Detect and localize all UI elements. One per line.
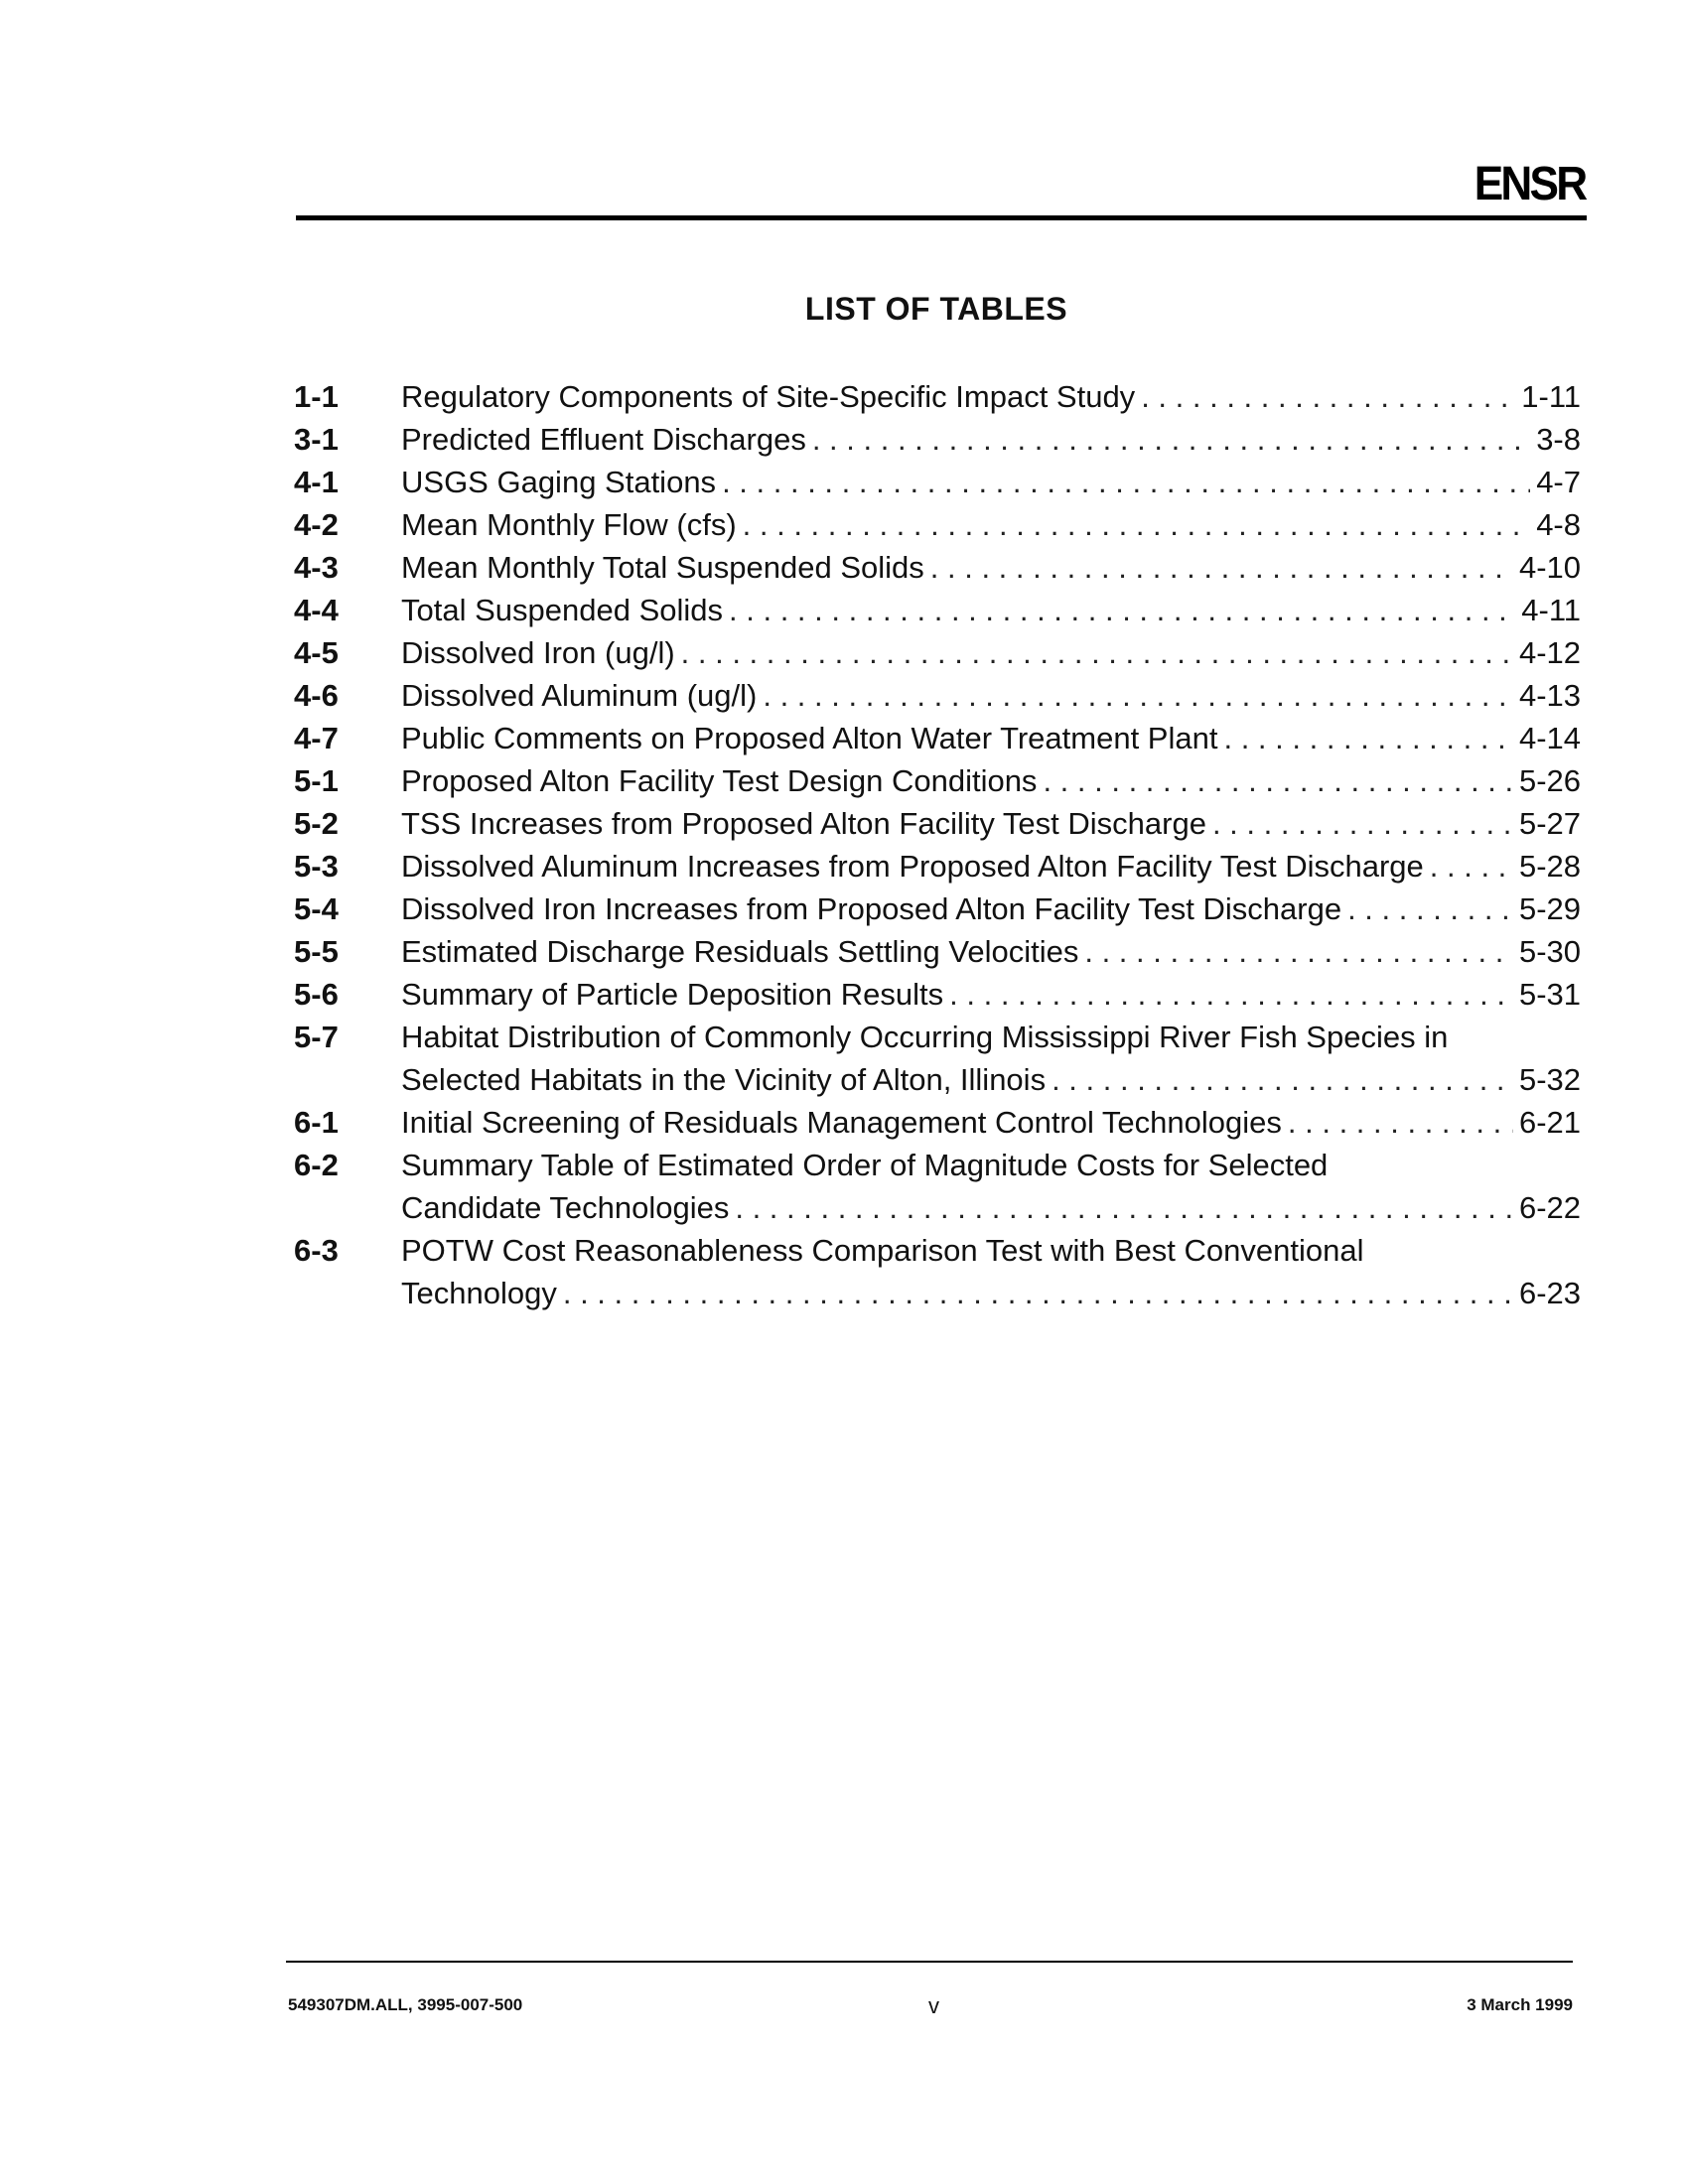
table-title-line [401,1186,1581,1229]
page-reference: 1-11 [1521,379,1581,414]
table-entry-body [401,546,1581,589]
table-title: TSS Increases from Proposed Alton Facility Test Discharge [401,806,1206,841]
table-title: USGS Gaging Stations [401,465,717,499]
table-title: Public Comments on Proposed Alton Water Treatment Plant [401,721,1218,755]
table-title: Summary Table of Estimated Order of Magnitude Costs for Selected [401,1148,1329,1182]
table-title-line [401,930,1581,973]
table-list-entry [294,503,1581,546]
page-reference: 4-7 [1536,465,1581,499]
page-reference: 6-21 [1518,1105,1581,1140]
table-title: Predicted Effluent Discharges [401,422,806,457]
table-entry-body [401,802,1581,845]
table-entry-body [401,589,1581,631]
table-title-line [401,418,1581,461]
table-title: Estimated Discharge Residuals Settling Velocities [401,934,1079,969]
table-title-line [401,1101,1581,1144]
table-title: Summary of Particle Deposition Results [401,977,944,1012]
footer-rule [286,1961,1573,1963]
dot-leader [729,589,1515,631]
table-list-entry [294,717,1581,759]
table-title: Dissolved Iron Increases from Proposed Alton Facility Test Discharge [401,891,1342,926]
page-reference: 3-8 [1536,422,1581,457]
table-title-line [401,631,1581,674]
dot-leader [1212,802,1513,845]
table-number: 4-2 [294,507,339,542]
page-reference: 6-22 [1518,1190,1581,1225]
dot-leader [681,631,1513,674]
table-number: 5-4 [294,891,339,926]
dot-leader [1043,759,1513,802]
table-entry-body [401,845,1581,887]
table-number: 5-3 [294,849,339,884]
table-title: Habitat Distribution of Commonly Occurring Mississippi River Fish Species in [401,1020,1449,1054]
table-number: 4-7 [294,721,339,755]
footer-page-number: v [928,1993,939,2018]
table-entry-body [401,1101,1581,1144]
dot-leader [812,418,1530,461]
table-title: Mean Monthly Flow (cfs) [401,507,737,542]
dot-leader [1052,1058,1513,1101]
table-list-entry [294,930,1581,973]
table-list-entry [294,375,1581,418]
table-number: 6-1 [294,1105,339,1140]
table-title: Dissolved Aluminum (ug/l) [401,678,758,713]
table-title-line [401,1272,1581,1314]
table-entry-body [401,631,1581,674]
table-number: 4-5 [294,635,339,670]
table-title: POTW Cost Reasonableness Comparison Test with Best Conventional [401,1233,1364,1268]
table-entry-body [401,1229,1581,1314]
dot-leader [743,503,1531,546]
table-list-entry [294,759,1581,802]
table-title-line [401,1229,1581,1272]
table-number: 4-4 [294,593,339,627]
table-number: 4-6 [294,678,339,713]
dot-leader [1141,375,1515,418]
table-list-entry [294,802,1581,845]
table-entry-body [401,1016,1581,1101]
dot-leader [1223,717,1512,759]
table-list-entry [294,887,1581,930]
table-list [294,375,1581,1314]
table-title-line [401,802,1581,845]
table-number: 4-3 [294,550,339,585]
table-entry-body [401,930,1581,973]
table-title-line [401,845,1581,887]
table-number: 5-5 [294,934,339,969]
table-number: 6-3 [294,1233,339,1268]
table-list-entry [294,589,1581,631]
table-title-line [401,589,1581,631]
table-entry-body [401,759,1581,802]
dot-leader [930,546,1513,589]
table-entry-body [401,418,1581,461]
table-entry-body [401,375,1581,418]
table-list-entry [294,674,1581,717]
table-title: Initial Screening of Residuals Management Control Technologies [401,1105,1282,1140]
table-title: Dissolved Aluminum Increases from Proposed Alton Facility Test Discharge [401,849,1424,884]
table-title-line [401,674,1581,717]
table-list-entry [294,1101,1581,1144]
table-title: Proposed Alton Facility Test Design Conditions [401,763,1038,798]
table-title: Total Suspended Solids [401,593,724,627]
table-title: Candidate Technologies [401,1190,730,1225]
page-reference: 6-23 [1518,1276,1581,1310]
table-list-entry [294,1016,1581,1101]
table-number: 5-1 [294,763,339,798]
table-title-line [401,1016,1581,1058]
table-number: 3-1 [294,422,339,457]
table-number: 5-2 [294,806,339,841]
table-title: Selected Habitats in the Vicinity of Alton, Illinois [401,1062,1047,1097]
table-title-line [401,1144,1581,1186]
page-reference: 5-31 [1518,977,1581,1012]
table-number: 6-2 [294,1148,339,1182]
table-list-entry [294,973,1581,1016]
dot-leader [1084,930,1513,973]
page-reference: 5-28 [1518,849,1581,884]
page-title: LIST OF TABLES [804,291,1068,327]
dot-leader [1288,1101,1513,1144]
table-list-entry [294,418,1581,461]
table-title: Mean Monthly Total Suspended Solids [401,550,924,585]
table-list-entry [294,1229,1581,1314]
header-rule [296,215,1587,220]
table-list-entry [294,1144,1581,1229]
page-reference: 5-29 [1518,891,1581,926]
page-reference: 5-30 [1518,934,1581,969]
table-title-line [401,461,1581,503]
table-number: 4-1 [294,465,339,499]
table-title-line [401,717,1581,759]
dot-leader [563,1272,1513,1314]
dot-leader [735,1186,1513,1229]
page-reference: 5-27 [1518,806,1581,841]
table-list-entry [294,546,1581,589]
table-list-entry [294,631,1581,674]
table-entry-body [401,973,1581,1016]
table-entry-body [401,1144,1581,1229]
table-title-line [401,759,1581,802]
table-entry-body [401,674,1581,717]
table-number: 5-6 [294,977,339,1012]
table-number: 1-1 [294,379,339,414]
table-title-line [401,375,1581,418]
table-title: Regulatory Components of Site-Specific Impact Study [401,379,1136,414]
table-entry-body [401,503,1581,546]
table-title: Technology [401,1276,557,1310]
page-reference: 4-10 [1518,550,1581,585]
table-list-entry [294,461,1581,503]
dot-leader [722,461,1530,503]
ensr-logo: ENSR [1474,158,1585,210]
table-title-line [401,1058,1581,1101]
table-entry-body [401,461,1581,503]
table-title-line [401,546,1581,589]
table-title: Dissolved Iron (ug/l) [401,635,675,670]
page-reference: 4-8 [1536,507,1581,542]
page-reference: 4-11 [1521,593,1581,627]
page-reference: 5-32 [1518,1062,1581,1097]
table-entry-body [401,717,1581,759]
dot-leader [949,973,1513,1016]
table-list-entry [294,845,1581,887]
page-reference: 5-26 [1518,763,1581,798]
table-title-line [401,973,1581,1016]
page-reference: 4-14 [1518,721,1581,755]
footer-document-id: 549307DM.ALL, 3995-007-500 [288,1995,523,2014]
dot-leader [763,674,1513,717]
dot-leader [1347,887,1513,930]
footer-date: 3 March 1999 [1467,1995,1573,2014]
table-number: 5-7 [294,1020,339,1054]
page-reference: 4-12 [1518,635,1581,670]
table-entry-body [401,887,1581,930]
table-title-line [401,503,1581,546]
dot-leader [1430,845,1513,887]
table-title-line [401,887,1581,930]
page-reference: 4-13 [1518,678,1581,713]
